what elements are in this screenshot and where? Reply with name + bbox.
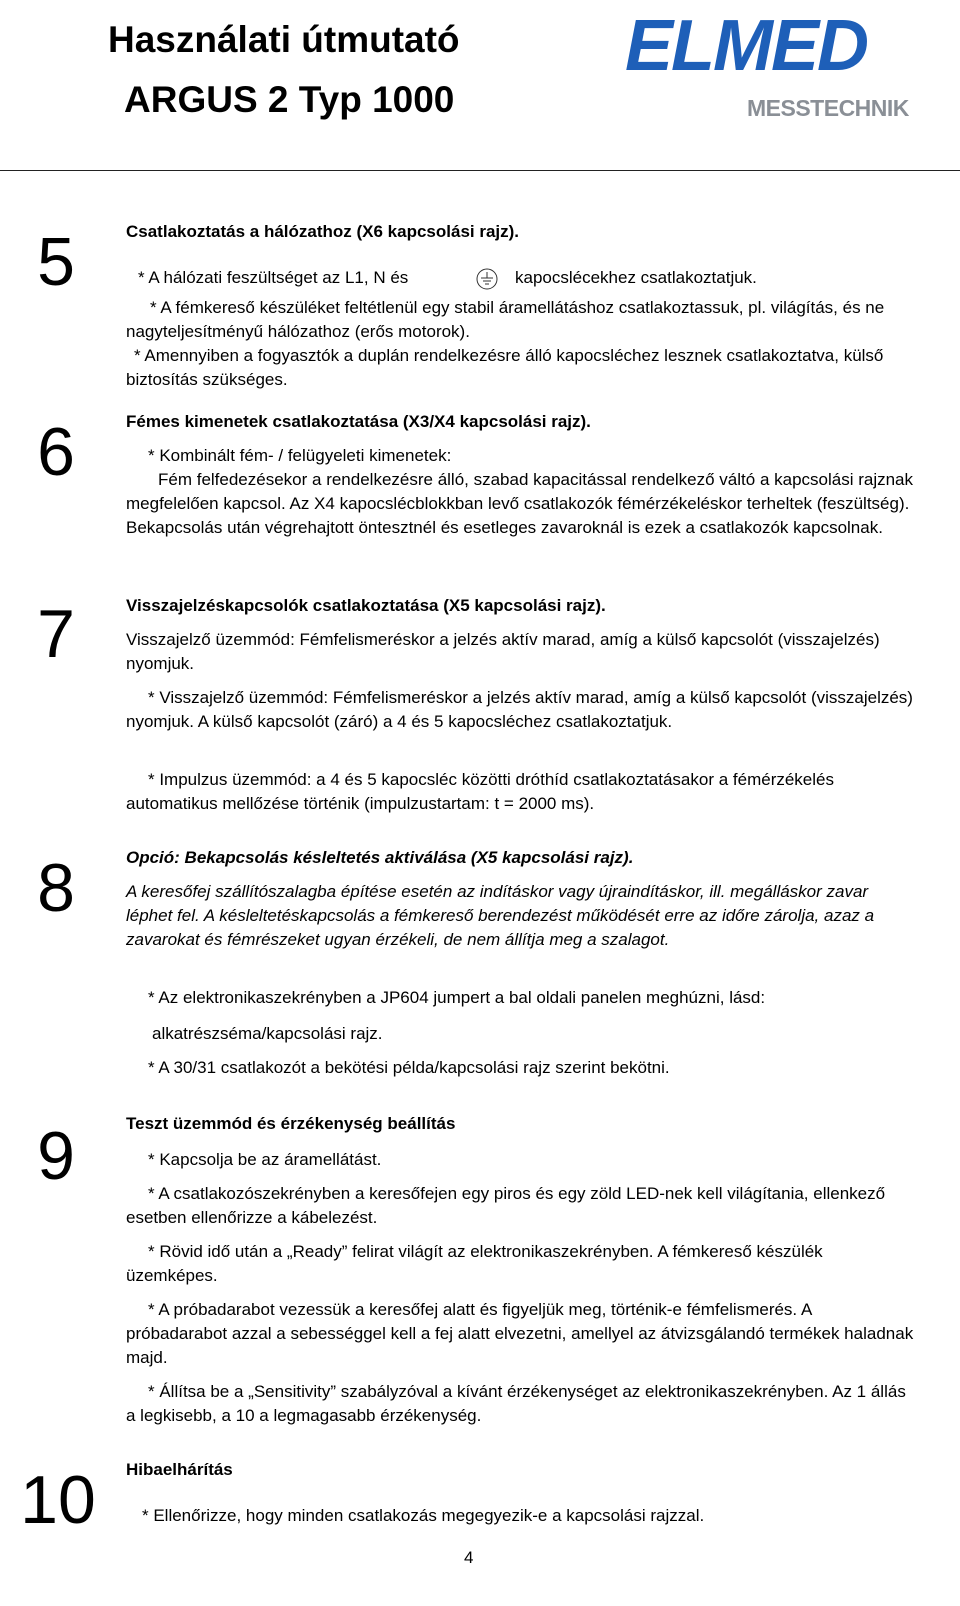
section-6-para-2-text: Fém felfedezésekor a rendelkezésre álló, szabad kapacitással rendelkező váltó a kapcsolási rajznak megfelelően kapcsol. Az X4 kapocslécblokkban levő csatlakozók fémérzékeléskor terheltek (feszültség). Bekapcsolás után végrehajtott öntesztnél és esetleges zavaroknál is ezek a csatlakozók kapcsolnak.: [126, 470, 914, 537]
section-5-para-2-text: * A fémkereső készüléket feltétlenül egy stabil áramellátáshoz csatlakoztassuk, pl. világítás, és ne nagyteljesítményű hálózathoz (erős motorok).: [126, 298, 885, 341]
section-9-para-4: [126, 1298, 916, 1370]
section-number-10: 10: [20, 1462, 96, 1538]
page-number: 4: [464, 1548, 474, 1567]
section-number-9: 9: [37, 1118, 75, 1194]
section-7-para-3: [126, 768, 916, 816]
section-5-para-3: [126, 344, 916, 392]
ground-icon: [476, 268, 498, 290]
section-8-para-4: * A 30/31 csatlakozót a bekötési példa/kapcsolási rajz szerint bekötni.: [148, 1058, 670, 1077]
section-5-para-3-text: * Amennyiben a fogyasztók a duplán rendelkezésre álló kapocsléchez lesznek csatlakoztatva, külső biztosítás szükséges.: [126, 346, 884, 389]
section-8-para-1: A keresőfej szállítószalagba építése esetén az indításkor vagy újraindításkor, ill. megálláskor zavar léphet fel. A késleltetéskapcsolás a fémkereső berendezést működését erre az időre zárolja, azaz a zavarokat és fémrészeket ugyan érzékeli, de nem állítja meg a szalagot.: [126, 882, 875, 949]
section-9-para-3: [126, 1240, 916, 1288]
section-9-para-2: [126, 1182, 916, 1230]
section-9-heading: Teszt üzemmód és érzékenység beállítás: [126, 1114, 456, 1133]
section-6-para-2: [126, 468, 916, 540]
section-5-heading: Csatlakoztatás a hálózathoz (X6 kapcsolási rajz).: [126, 222, 520, 241]
section-7-para-3-text: * Impulzus üzemmód: a 4 és 5 kapocsléc közötti dróthíd csatlakoztatásakor a fémérzékelés automatikus mellőzése történik (impulzustartam: t = 2000 ms).: [126, 770, 834, 813]
section-9-para-5-text: * Állítsa be a „Sensitivity” szabályzóval a kívánt érzékenységet az elektronikaszekrényben. Az 1 állás a legkisebb, a 10 a legmagasabb érzékenység.: [126, 1382, 906, 1425]
title-line-2: ARGUS 2 Typ 1000: [124, 79, 455, 120]
section-number-7: 7: [37, 596, 75, 672]
section-9-para-1: * Kapcsolja be az áramellátást.: [148, 1150, 382, 1169]
section-9-para-3-text: * Rövid idő után a „Ready” felirat világít az elektronikaszekrényben. A fémkereső készülék üzemképes.: [126, 1242, 823, 1285]
section-number-8: 8: [37, 850, 75, 926]
section-7-para-2: [126, 686, 916, 734]
title-line-1: Használati útmutató: [108, 19, 460, 60]
section-9-para-4-text: * A próbadarabot vezessük a keresőfej alatt és figyeljük meg, történik-e fémfelismerés. A próbadarabot azzal a sebességgel kell a fej alatt elvezetni, amellyel az átvizsgálandó termékek haladnak majd.: [126, 1300, 914, 1367]
logo-wordmark: ELMED: [625, 6, 867, 86]
section-8-para-3: alkatrészséma/kapcsolási rajz.: [152, 1024, 383, 1043]
logo-subtitle: MESSTECHNIK: [747, 95, 909, 121]
section-7-para-1: Visszajelző üzemmód: Fémfelismeréskor a jelzés aktív marad, amíg a külső kapcsolót (visszajelzés) nyomjuk.: [126, 630, 880, 673]
section-5-para-1b: kapocslécekhez csatlakoztatjuk.: [515, 268, 757, 287]
section-8-heading: Opció: Bekapcsolás késleltetés aktiválása (X5 kapcsolási rajz).: [126, 848, 634, 867]
section-6-para-1: * Kombinált fém- / felügyeleti kimenetek:: [148, 446, 452, 465]
section-5-para-2: [126, 296, 916, 344]
section-10-heading: Hibaelhárítás: [126, 1460, 233, 1479]
section-5-para-1a: * A hálózati feszültséget az L1, N és: [138, 268, 409, 287]
section-6-heading: Fémes kimenetek csatlakoztatása (X3/X4 kapcsolási rajz).: [126, 412, 591, 431]
section-10-para-1: * Ellenőrizze, hogy minden csatlakozás megegyezik-e a kapcsolási rajzzal.: [142, 1506, 705, 1525]
section-8-para-2: * Az elektronikaszekrényben a JP604 jumpert a bal oldali panelen meghúzni, lásd:: [148, 988, 766, 1007]
section-number-5: 5: [37, 224, 75, 300]
section-7-para-2-text: * Visszajelző üzemmód: Fémfelismeréskor a jelzés aktív marad, amíg a külső kapcsolót (visszajelzés) nyomjuk. A külső kapcsolót (záró) a 4 és 5 kapocsléchez csatlakoztatjuk.: [126, 688, 913, 731]
section-7-heading: Visszajelzéskapcsolók csatlakoztatása (X5 kapcsolási rajz).: [126, 596, 606, 615]
section-9-para-2-text: * A csatlakozószekrényben a keresőfejen egy piros és egy zöld LED-nek kell világítania, ellenkező esetben ellenőrizze a kábelezést.: [126, 1184, 886, 1227]
section-number-6: 6: [37, 414, 75, 490]
elmed-logo: [625, 4, 930, 124]
section-9-para-5: [126, 1380, 916, 1428]
header-divider: [0, 170, 960, 171]
